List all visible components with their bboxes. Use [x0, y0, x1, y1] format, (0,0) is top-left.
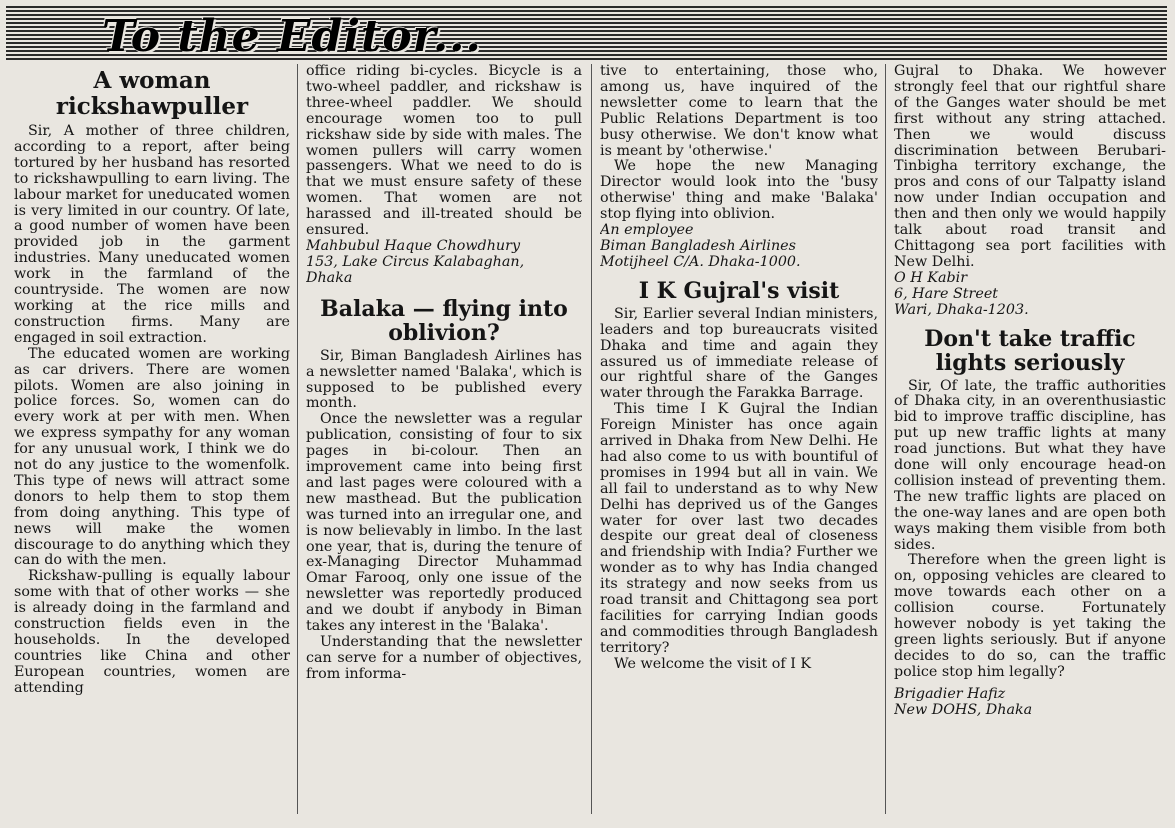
column-divider	[297, 64, 298, 814]
column-divider	[591, 64, 592, 814]
letter-signature-address: 153, Lake Circus Kalabaghan,	[306, 253, 525, 270]
column-4	[894, 64, 1166, 824]
letter-paragraph: Once the newsletter was a regular publication, consisting of four to six pages in bi-colour. Then an improvement came into being first and last pages were coloured with a new masthead. But the publication was turned into an irregular one, and is now believably in limbo. In the last one year, that is, during the tenure of ex-Managing Director Muhammad Omar Farooq, only one issue of the newsletter was reportedly produced and we doubt if anybody in Biman takes any interest in the 'Balaka'.	[306, 411, 582, 635]
letter-paragraph: Therefore when the green light is on, opposing vehicles are cleared to move towards each other on a collision course. Fortunately however nobody is yet taking the green lights seriously. But if anyone decides to do so, can the traffic police stop him legally?	[894, 552, 1166, 680]
letter-paragraph: We hope the new Managing Director would look into the 'busy otherwise' thing and make 'Balaka' stop flying into oblivion.	[600, 158, 878, 223]
letter-signature-address: Motijheel C/A. Dhaka-1000.	[600, 253, 801, 270]
letter-signature-city: Dhaka	[306, 269, 353, 286]
letter-signature-name: O H Kabir	[894, 269, 968, 286]
letter-signature-name: An employee	[600, 222, 694, 239]
letter-paragraph: The educated women are working as car drivers. There are women pilots. Women are also joining in police forces. So, women can do every work at per with men. When we express sympathy for any woman for any unusual work, I think we do not do any justice to the womenfolk. This type of news will attract some donors to help them to stop them from doing anything. This type of news will make the women discourage to do anything which they can do with the men.	[14, 345, 290, 569]
column-1	[14, 68, 290, 828]
letter-signature-address: 6, Hare Street	[894, 285, 999, 302]
letter-paragraph: This time I K Gujral the Indian Foreign Minister has once again arrived in Dhaka from New Delhi. He had also come to us with bountiful of promises in 1994 but all in vain. We all fail to understand as to why New Delhi has deprived us of the Ganges water for over last two decades despite our great deal of closeness and friendship with India? Further we wonder as to why has India changed its strategy and now seeks from us road transit and Chittagong sea port facilities for carrying Indian goods and commodities through Bangladesh territory?	[600, 401, 878, 656]
letter-paragraph: tive to entertaining, those who, among us, have inquired of the newsletter come to learn that the Public Relations Department is too busy otherwise. We don't know what is meant by 'otherwise.'	[600, 64, 878, 159]
letter-headline-gujral-visit: I K Gujral's visit	[638, 277, 840, 304]
letter-signature-org: Biman Bangladesh Airlines	[600, 237, 796, 254]
column-2	[306, 64, 582, 824]
letter-paragraph: office riding bi-cycles. Bicycle is a two-wheel paddler, and rickshaw is three-wheel paddler. We should encourage women too to pull rickshaw side by side with males. The women pullers will carry women passengers. What we need to do is that we must ensure safety of these women. That women are not harassed and ill-treated should be ensured.	[306, 64, 582, 239]
letter-paragraph: Sir, Of late, the traffic authorities of Dhaka city, in an overenthusiastic bid to improve traffic discipline, has put up new traffic lights at many road junctions. But what they have done will only encourage head-on collision instead of preventing them. The new traffic lights are placed on the one-way lanes and are open both ways making them visible from both sides.	[894, 377, 1166, 553]
letter-paragraph: Sir, Biman Bangladesh Airlines has a newsletter named 'Balaka', which is supposed to be published every month.	[306, 347, 582, 412]
letter-signature-city: Wari, Dhaka-1203.	[894, 301, 1029, 318]
letter-paragraph: Sir, Earlier several Indian ministers, leaders and top bureaucrats visited Dhaka and time and again they assured us of immediate release of our rightful share of the Ganges water through the Farakka Barrage.	[600, 305, 878, 402]
column-divider	[885, 64, 886, 814]
letter-paragraph: Understanding that the newsletter can serve for a number of objectives, from informa-	[306, 634, 582, 682]
letter-paragraph: Sir, A mother of three children, according to a report, after being tortured by her husband has resorted to rickshawpulling to earn living. The labour market for uneducated women is very limited in our country. Of late, a good number of women have been provided job in the garment industries. Many uneducated women work in the farmland of the countryside. The women are now working at the rice mills and construction firms. Many are engaged in soil extraction.	[14, 123, 290, 346]
column-3	[600, 64, 878, 824]
letter-signature-name: Mahbubul Haque Chowdhury	[306, 237, 521, 254]
letter-signature-address: New DOHS, Dhaka	[894, 701, 1033, 718]
letter-headline-traffic-lights: Don't take traffic lights seriously	[924, 325, 1136, 376]
letter-paragraph: Gujral to Dhaka. We however strongly feel that our rightful share of the Ganges water should be met first without any string attached. Then we would discuss discrimination between Berubari-Tinbigha territory exchange, the pros and cons of our Talpatty island now under Indian occupation and then and then only we would happily talk about road transit and Chittagong sea port facilities with New Delhi.	[894, 64, 1166, 270]
letter-paragraph: Rickshaw-pulling is equally labour some with that of other works — she is already doing in the farmland and construction fields even in the households. In the developed countries like China and other European countries, women are attending	[14, 568, 290, 696]
masthead-banner	[6, 4, 1167, 60]
letter-paragraph: We welcome the visit of I K	[614, 655, 812, 672]
letter-headline-woman-rickshawpuller: A woman rickshawpuller	[55, 68, 249, 120]
section-title: To the Editor...	[102, 11, 482, 62]
letter-signature-name: Brigadier Hafiz	[894, 685, 1006, 702]
letter-headline-balaka: Balaka — flying into oblivion?	[320, 295, 568, 346]
